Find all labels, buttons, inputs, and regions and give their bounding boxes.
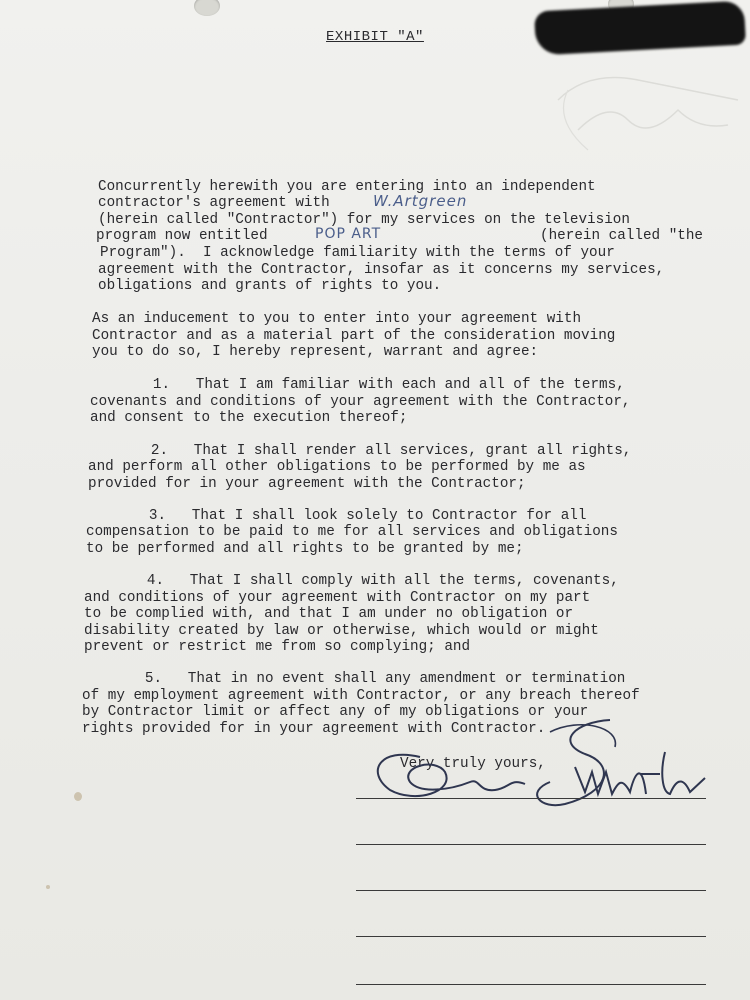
document-title <box>0 29 750 45</box>
text-line: 4. That I shall comply with all the terms, covenants, <box>104 573 619 589</box>
text-line: you to do so, I hereby represent, warrant and agree: <box>92 344 539 360</box>
stain-speck <box>74 792 82 801</box>
stain-speck <box>46 885 50 889</box>
text-line: 3. That I shall look solely to Contractor for all <box>106 508 587 524</box>
text-line: prevent or restrict me from so complying; and <box>84 639 471 655</box>
handwritten-program-name: POP ART <box>315 226 382 242</box>
text-line: by Contractor limit or affect any of my obligations or your <box>82 704 589 720</box>
text-line: As an inducement to you to enter into your agreement with <box>92 311 582 327</box>
text-line: covenants and conditions of your agreement with the Contractor, <box>90 394 631 410</box>
text-line: of my employment agreement with Contractor, or any breach thereof <box>82 688 640 704</box>
text-line: to be complied with, and that I am under no obligation or <box>84 606 574 622</box>
blank-line <box>356 984 706 985</box>
text-line: and consent to the execution thereof; <box>90 410 408 426</box>
text-line: obligations and grants of rights to you. <box>98 278 442 294</box>
blank-line <box>356 936 706 937</box>
text-line: and conditions of your agreement with Contractor on my part <box>84 590 591 606</box>
text-line: agreement with the Contractor, insofar as it concerns my services, <box>98 262 665 278</box>
blank-line <box>356 844 706 845</box>
text-line: 1. That I am familiar with each and all of the terms, <box>110 377 625 393</box>
text-line: rights provided for in your agreement with Contractor. <box>82 721 546 737</box>
text-line: (herein called "Contractor") for my services on the television <box>98 212 630 228</box>
text-line: program now entitled <box>96 228 268 244</box>
text-line: (herein called "the <box>540 228 704 244</box>
handwritten-contractor-name: W.Artgreen <box>373 192 468 210</box>
text-line: compensation to be paid to me for all services and obligations <box>86 524 618 540</box>
text-line: Concurrently herewith you are entering into an independent <box>98 179 596 195</box>
handwritten-signature <box>360 712 720 822</box>
text-line: provided for in your agreement with the Contractor; <box>88 476 526 492</box>
text-line: Program"). I acknowledge familiarity with the terms of your <box>100 245 615 261</box>
text-line: Contractor and as a material part of the consideration moving <box>92 328 616 344</box>
text-line: 2. That I shall render all services, grant all rights, <box>108 443 632 459</box>
text-line: disability created by law or otherwise, which would or might <box>84 623 599 639</box>
text-line: and perform all other obligations to be performed by me as <box>88 459 586 475</box>
text-line: 5. That in no event shall any amendment or termination <box>102 671 626 687</box>
embossed-impression <box>548 60 748 170</box>
text-line: to be performed and all rights to be granted by me; <box>86 541 524 557</box>
text-line: contractor's agreement with <box>98 195 330 211</box>
closing-salutation: Very truly yours, <box>400 756 546 772</box>
blank-line <box>356 890 706 891</box>
document-title-text: EXHIBIT "A" <box>326 29 424 45</box>
punch-hole <box>194 0 220 16</box>
redaction-mark <box>534 1 746 56</box>
signature-line <box>356 798 706 799</box>
